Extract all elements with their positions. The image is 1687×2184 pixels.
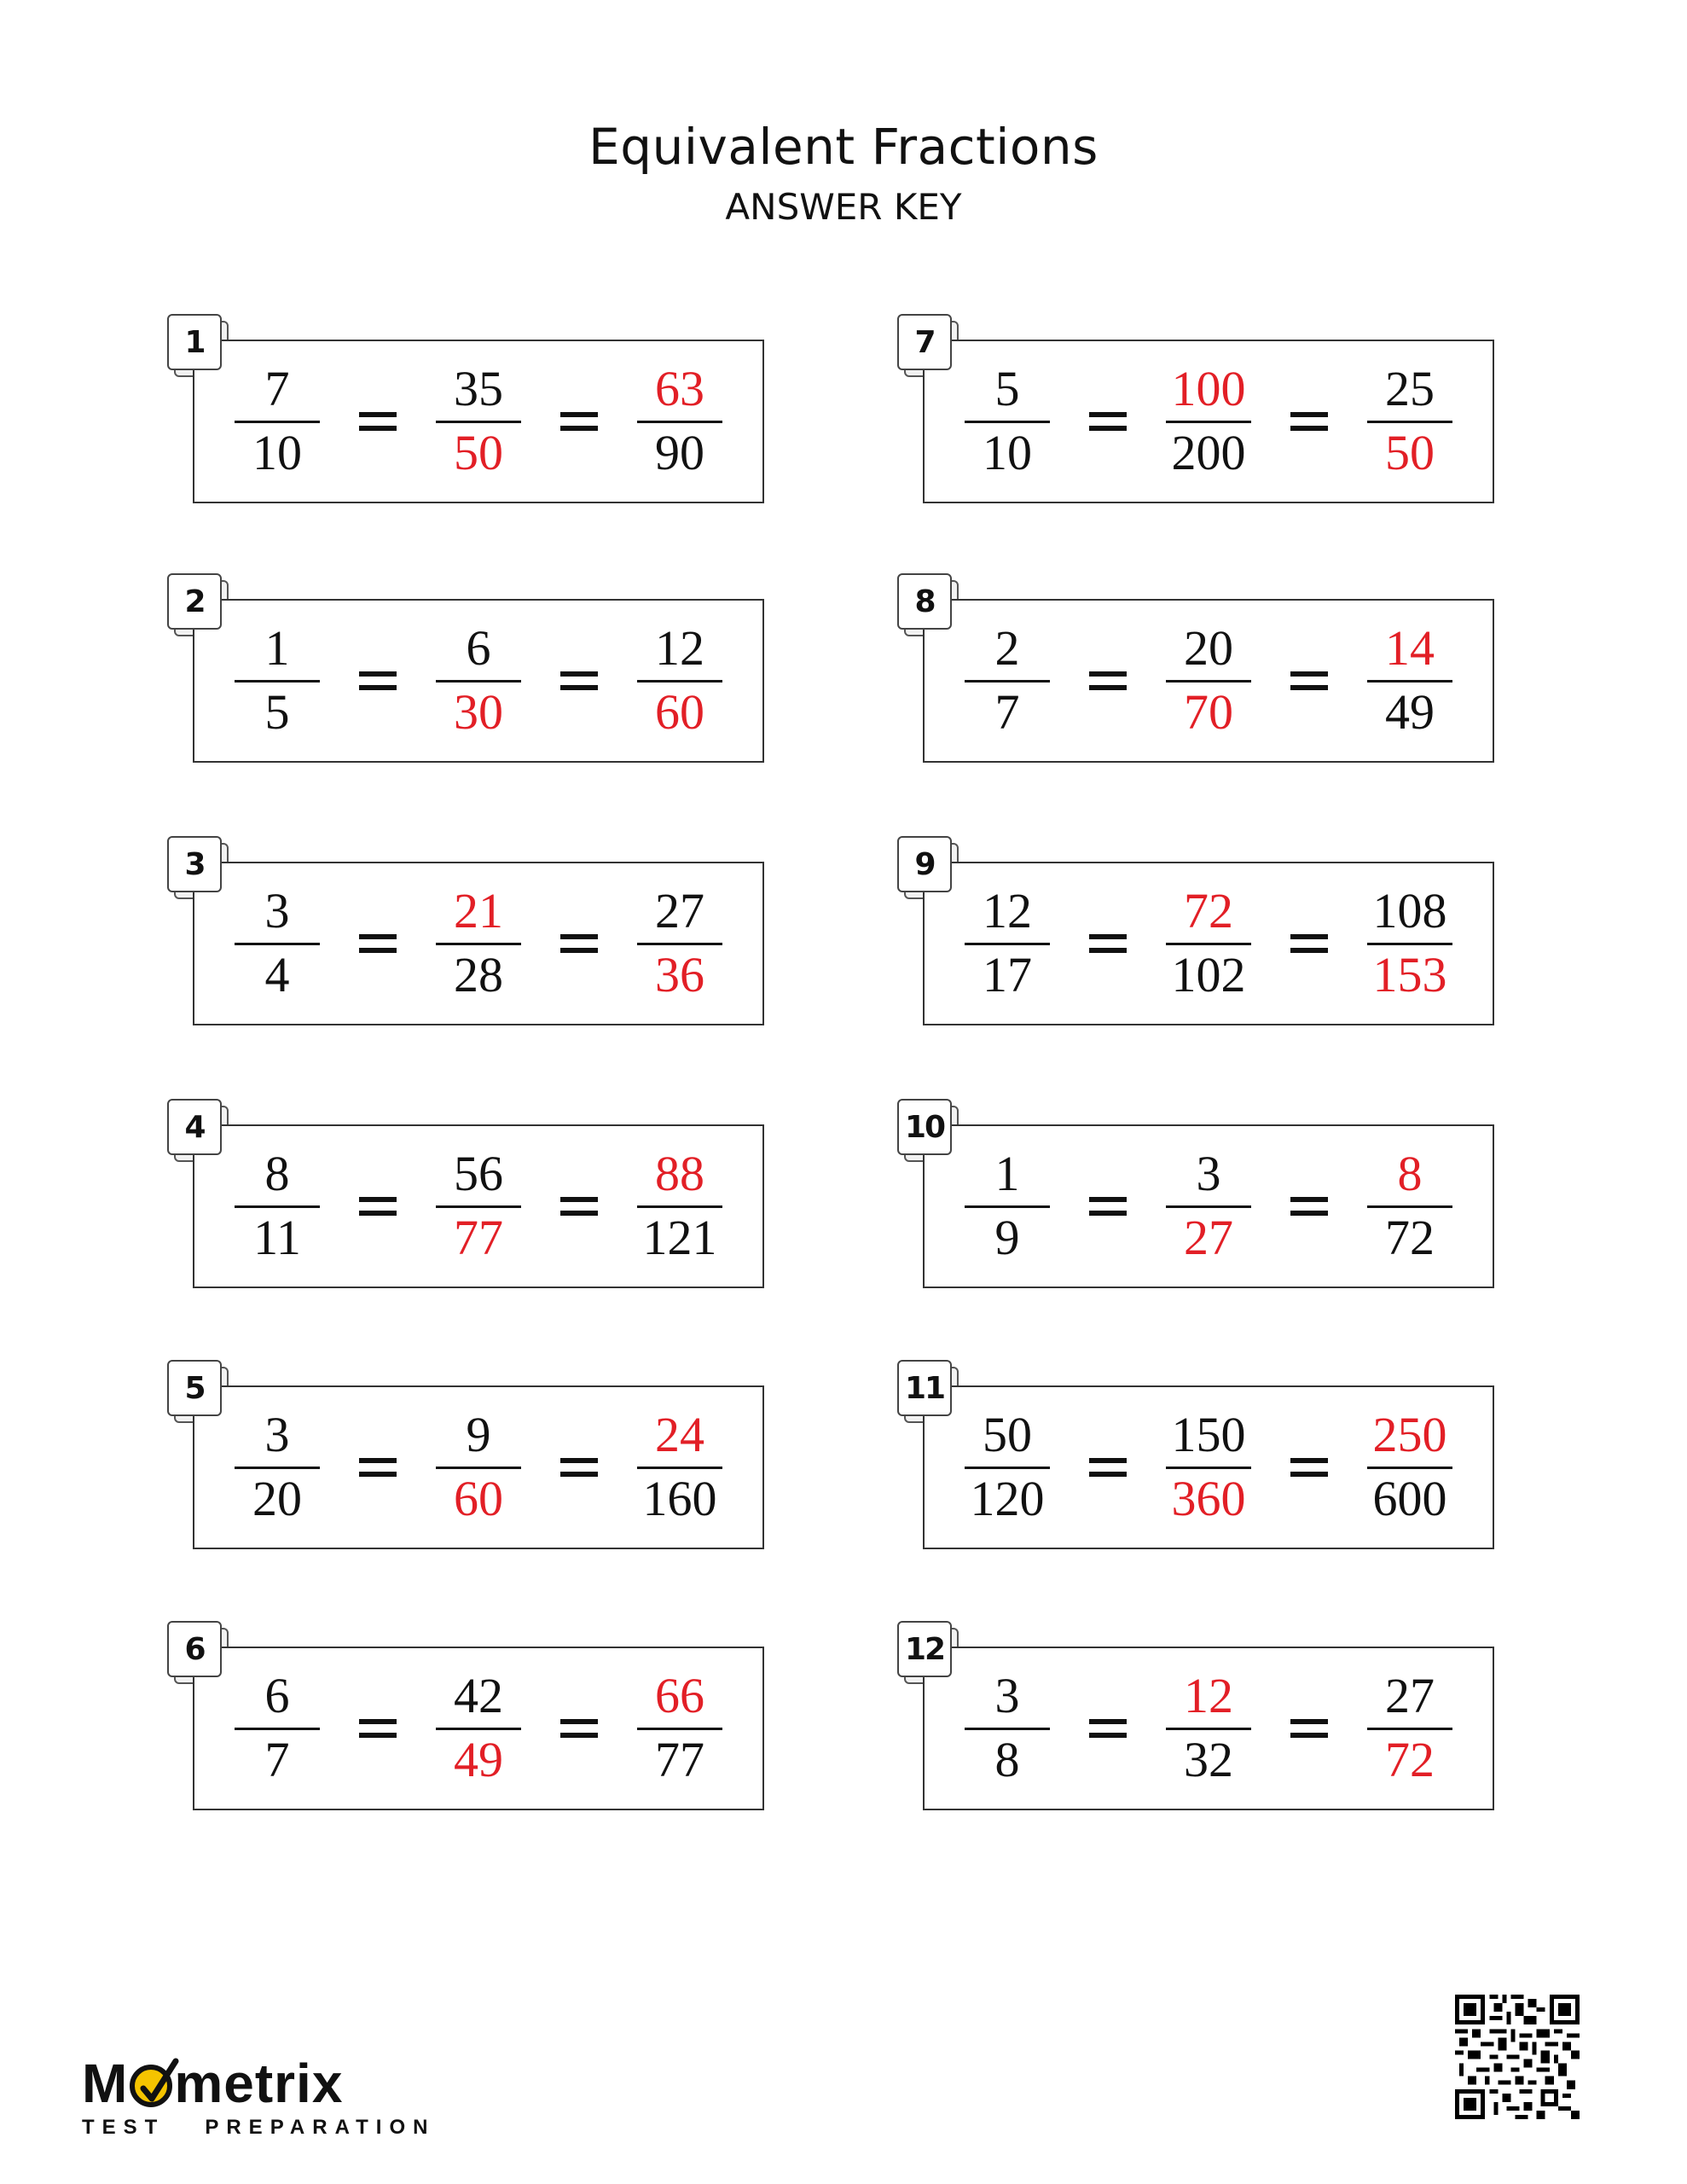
denominator: 36 [655, 946, 704, 1002]
fraction-equation [193, 599, 764, 763]
fraction [965, 359, 1050, 485]
problem-number-badge: 6 [167, 1621, 222, 1677]
numerator: 12 [1184, 1667, 1233, 1723]
fraction [235, 1405, 320, 1531]
equals-sign-icon [560, 671, 598, 690]
equals-sign-icon [1089, 934, 1127, 953]
problem-number-badge: 9 [897, 836, 952, 892]
denominator: 49 [454, 1731, 503, 1787]
problem-number-badge: 12 [897, 1621, 952, 1677]
numerator: 12 [983, 882, 1032, 938]
denominator: 32 [1184, 1731, 1233, 1787]
logo-letter-m: M [82, 2053, 129, 2114]
denominator: 60 [655, 683, 704, 740]
equals-sign-icon [359, 1458, 397, 1477]
problem-card-12 [897, 1621, 1494, 1810]
fraction [637, 1405, 722, 1531]
denominator: 11 [253, 1209, 301, 1265]
problem-number-badge: 3 [167, 836, 222, 892]
fraction-equation [193, 1124, 764, 1288]
equals-sign-icon [1290, 934, 1328, 953]
denominator: 10 [252, 424, 302, 480]
denominator: 7 [264, 1731, 290, 1787]
numerator: 66 [655, 1667, 704, 1723]
fraction [436, 881, 521, 1007]
fraction [637, 1666, 722, 1792]
problem-card-10 [897, 1099, 1494, 1288]
problem-card-3 [167, 836, 764, 1025]
fraction [1166, 1405, 1251, 1531]
denominator: 153 [1372, 946, 1447, 1002]
problem-number-badge: 11 [897, 1360, 952, 1416]
logo-wordmark [82, 2053, 435, 2114]
fraction [965, 1144, 1050, 1269]
denominator: 50 [454, 424, 503, 480]
problem-card-11 [897, 1360, 1494, 1549]
page-subtitle: ANSWER KEY [725, 186, 962, 228]
denominator: 72 [1385, 1209, 1435, 1265]
fraction [1367, 1405, 1452, 1531]
fraction [436, 1666, 521, 1792]
fraction [637, 881, 722, 1007]
numerator: 3 [264, 882, 290, 938]
equals-sign-icon [1089, 1458, 1127, 1477]
problem-number-badge: 10 [897, 1099, 952, 1155]
equals-sign-icon [560, 1458, 598, 1477]
fraction-equation [923, 1647, 1494, 1810]
equals-sign-icon [359, 412, 397, 431]
denominator: 7 [994, 683, 1020, 740]
qr-code-icon [1455, 1995, 1580, 2119]
fraction [637, 359, 722, 485]
numerator: 88 [655, 1145, 704, 1201]
numerator: 24 [655, 1406, 704, 1462]
numerator: 21 [454, 882, 503, 938]
fraction-equation [923, 340, 1494, 503]
problem-card-8 [897, 573, 1494, 763]
equals-sign-icon [1290, 1458, 1328, 1477]
numerator: 27 [1385, 1667, 1435, 1723]
fraction [637, 619, 722, 744]
denominator: 72 [1385, 1731, 1435, 1787]
numerator: 12 [655, 619, 704, 676]
fraction [1166, 881, 1251, 1007]
fraction [235, 881, 320, 1007]
equals-sign-icon [359, 934, 397, 953]
problem-number-badge: 1 [167, 314, 222, 370]
equals-sign-icon [1089, 412, 1127, 431]
numerator: 50 [983, 1406, 1032, 1462]
numerator: 1 [264, 619, 290, 676]
equals-sign-icon [1290, 1719, 1328, 1738]
denominator: 102 [1171, 946, 1246, 1002]
fraction [1367, 1144, 1452, 1269]
fraction [1166, 1666, 1251, 1792]
fraction [235, 1666, 320, 1792]
problem-card-2 [167, 573, 764, 763]
problem-card-6 [167, 1621, 764, 1810]
denominator: 60 [454, 1470, 503, 1526]
fraction-equation [923, 1385, 1494, 1549]
fraction-equation [923, 862, 1494, 1025]
denominator: 200 [1171, 424, 1246, 480]
numerator: 100 [1171, 360, 1246, 416]
denominator: 77 [454, 1209, 503, 1265]
numerator: 250 [1372, 1406, 1447, 1462]
equals-sign-icon [560, 412, 598, 431]
numerator: 72 [1184, 882, 1233, 938]
numerator: 108 [1372, 882, 1447, 938]
denominator: 9 [994, 1209, 1020, 1265]
fraction [436, 619, 521, 744]
equals-sign-icon [560, 1719, 598, 1738]
numerator: 6 [264, 1667, 290, 1723]
fraction [965, 1666, 1050, 1792]
denominator: 77 [655, 1731, 704, 1787]
equals-sign-icon [359, 671, 397, 690]
fraction [1166, 359, 1251, 485]
numerator: 7 [264, 360, 290, 416]
fraction [965, 1405, 1050, 1531]
denominator: 30 [454, 683, 503, 740]
equals-sign-icon [1290, 1197, 1328, 1216]
numerator: 35 [454, 360, 503, 416]
numerator: 9 [466, 1406, 491, 1462]
fraction [235, 619, 320, 744]
problem-number-badge: 2 [167, 573, 222, 630]
fraction-equation [193, 862, 764, 1025]
problem-number-badge: 4 [167, 1099, 222, 1155]
numerator: 63 [655, 360, 704, 416]
denominator: 17 [983, 946, 1032, 1002]
denominator: 121 [642, 1209, 717, 1265]
denominator: 10 [983, 424, 1032, 480]
numerator: 42 [454, 1667, 503, 1723]
equals-sign-icon [1089, 1719, 1127, 1738]
fraction [235, 1144, 320, 1269]
numerator: 3 [1196, 1145, 1221, 1201]
equals-sign-icon [1290, 412, 1328, 431]
numerator: 2 [994, 619, 1020, 676]
problem-number-badge: 5 [167, 1360, 222, 1416]
problem-card-4 [167, 1099, 764, 1288]
equals-sign-icon [359, 1719, 397, 1738]
denominator: 28 [454, 946, 503, 1002]
denominator: 49 [1385, 683, 1435, 740]
denominator: 120 [970, 1470, 1045, 1526]
denominator: 8 [994, 1731, 1020, 1787]
problem-number-badge: 7 [897, 314, 952, 370]
numerator: 56 [454, 1145, 503, 1201]
equals-sign-icon [359, 1197, 397, 1216]
fraction [1367, 359, 1452, 485]
numerator: 8 [1397, 1145, 1423, 1201]
equals-sign-icon [1290, 671, 1328, 690]
numerator: 3 [994, 1667, 1020, 1723]
logo-letters-metrix: metrix [174, 2053, 344, 2114]
problem-card-9 [897, 836, 1494, 1025]
problem-card-1 [167, 314, 764, 503]
fraction [1166, 619, 1251, 744]
numerator: 14 [1385, 619, 1435, 676]
denominator: 360 [1171, 1470, 1246, 1526]
denominator: 160 [642, 1470, 717, 1526]
fraction [436, 359, 521, 485]
problem-number-badge: 8 [897, 573, 952, 630]
equals-sign-icon [560, 934, 598, 953]
fraction-equation [923, 1124, 1494, 1288]
fraction [965, 881, 1050, 1007]
numerator: 5 [994, 360, 1020, 416]
fraction-equation [193, 340, 764, 503]
numerator: 150 [1171, 1406, 1246, 1462]
numerator: 6 [466, 619, 491, 676]
denominator: 20 [252, 1470, 302, 1526]
numerator: 3 [264, 1406, 290, 1462]
denominator: 50 [1385, 424, 1435, 480]
fraction [436, 1405, 521, 1531]
fraction [637, 1144, 722, 1269]
numerator: 8 [264, 1145, 290, 1201]
denominator: 70 [1184, 683, 1233, 740]
problem-card-5 [167, 1360, 764, 1549]
denominator: 5 [264, 683, 290, 740]
checkmark-circle-icon [130, 2065, 172, 2107]
fraction-equation [923, 599, 1494, 763]
denominator: 27 [1184, 1209, 1233, 1265]
logo-tagline: TEST PREPARATION [82, 2116, 436, 2139]
fraction [1367, 881, 1452, 1007]
denominator: 600 [1372, 1470, 1447, 1526]
numerator: 1 [994, 1145, 1020, 1201]
fraction [1367, 1666, 1452, 1792]
fraction [1367, 619, 1452, 744]
mometrix-logo [82, 2053, 436, 2140]
numerator: 20 [1184, 619, 1233, 676]
denominator: 90 [655, 424, 704, 480]
fraction [1166, 1144, 1251, 1269]
fraction [965, 619, 1050, 744]
denominator: 4 [264, 946, 290, 1002]
page-title: Equivalent Fractions [588, 118, 1099, 176]
numerator: 25 [1385, 360, 1435, 416]
fraction-equation [193, 1647, 764, 1810]
numerator: 27 [655, 882, 704, 938]
equals-sign-icon [1089, 671, 1127, 690]
equals-sign-icon [560, 1197, 598, 1216]
fraction-equation [193, 1385, 764, 1549]
problem-card-7 [897, 314, 1494, 503]
fraction [436, 1144, 521, 1269]
equals-sign-icon [1089, 1197, 1127, 1216]
fraction [235, 359, 320, 485]
